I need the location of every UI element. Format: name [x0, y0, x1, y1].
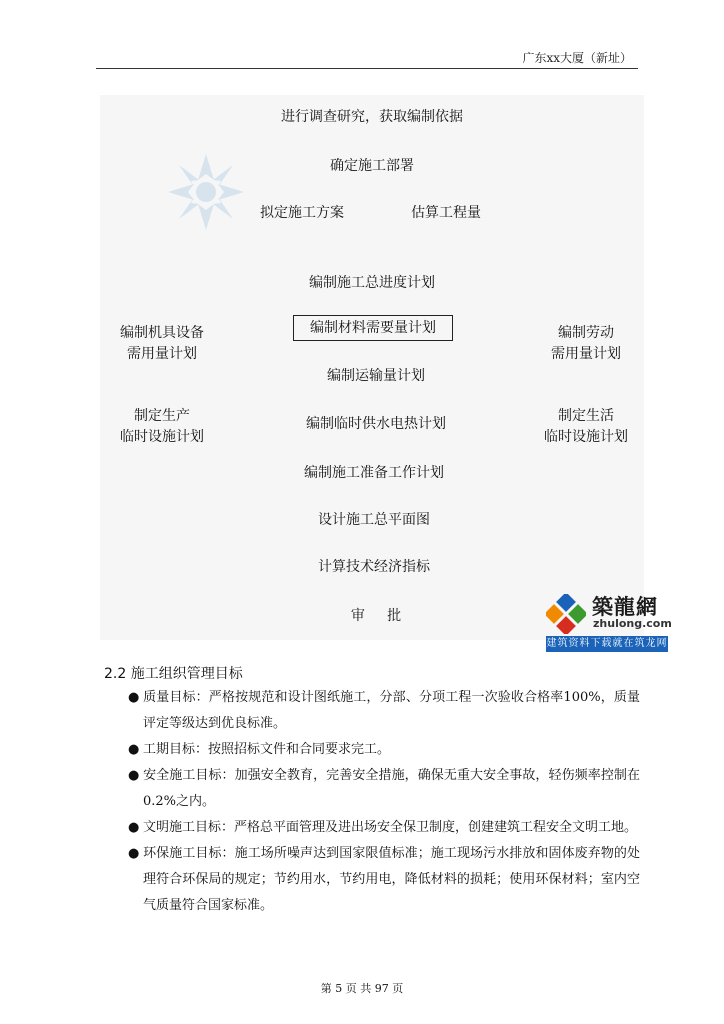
brand-name-cn: 築龍網 [592, 594, 658, 619]
zhulong-logo-icon [546, 594, 586, 634]
flowchart [100, 95, 644, 640]
goal-list [128, 685, 640, 919]
brand-tagline: 建筑资料下载就在筑龙网 [546, 636, 668, 652]
side-labor-line2: 需用量计划 [551, 346, 621, 362]
side-production-line2: 临时设施计划 [120, 429, 204, 445]
list-item [128, 737, 640, 763]
side-equipment-line2: 需用量计划 [127, 346, 197, 362]
bullet-icon: ● [128, 742, 140, 757]
zhulong-watermark [546, 591, 672, 653]
step-master-schedule: 编制施工总进度计划 [309, 275, 435, 291]
goal-quality: 质量目标：严格按规范和设计图纸施工，分部、分项工程一次验收合格率100%，质量评定等级达到优良标准。 [143, 690, 640, 731]
side-living-line2: 临时设施计划 [544, 429, 628, 445]
side-equipment-line1: 编制机具设备 [120, 325, 204, 341]
goal-safety: 安全施工目标：加强安全教育，完善安全措施，确保无重大安全事故，轻伤频率控制在0.2%之内。 [143, 768, 640, 809]
step-plan-scheme: 拟定施工方案 [260, 205, 344, 221]
page-header: 广东xx大厦（新址） [522, 51, 632, 65]
bullet-icon: ● [128, 846, 140, 861]
watermark-logo-icon [166, 152, 246, 232]
list-item [128, 841, 640, 919]
bullet-icon: ● [128, 820, 140, 835]
goal-environment: 环保施工目标：施工场所噪声达到国家限值标准；施工现场污水排放和固体废弃物的处理符合环保局的规定；节约用水，节约用电，降低材料的损耗；使用环保材料；室内空气质量符合国家标准。 [143, 846, 640, 913]
step-estimate-quantity: 估算工程量 [411, 205, 481, 221]
step-research: 进行调查研究，获取编制依据 [281, 109, 463, 125]
page-footer: 第 5 页 共 97 页 [320, 982, 404, 995]
bullet-icon: ● [128, 768, 140, 783]
step-transport-plan: 编制运输量计划 [327, 368, 425, 384]
side-living-line1: 制定生活 [558, 408, 614, 424]
side-production-line1: 制定生产 [134, 408, 190, 424]
step-prep-plan: 编制施工准备工作计划 [304, 465, 444, 481]
step-indicators: 计算技术经济指标 [318, 559, 430, 575]
step-site-plan: 设计施工总平面图 [318, 512, 430, 528]
header-rule [96, 68, 638, 69]
goal-civilized: 文明施工目标：严格总平面管理及进出场安全保卫制度，创建建筑工程安全文明工地。 [143, 820, 638, 835]
step-deploy: 确定施工部署 [330, 158, 414, 174]
step-temp-utility-plan: 编制临时供水电热计划 [306, 416, 446, 432]
bullet-icon: ● [128, 690, 140, 705]
step-material-plan: 编制材料需要量计划 [293, 315, 453, 341]
list-item [128, 685, 640, 737]
goal-schedule: 工期目标：按照招标文件和合同要求完工。 [143, 742, 391, 757]
section-title: 2.2 施工组织管理目标 [104, 666, 243, 682]
step-approve: 审 批 [350, 608, 402, 624]
brand-name-en: zhulong.com [593, 617, 672, 630]
side-labor-line1: 编制劳动 [558, 325, 614, 341]
list-item [128, 815, 640, 841]
list-item [128, 763, 640, 815]
